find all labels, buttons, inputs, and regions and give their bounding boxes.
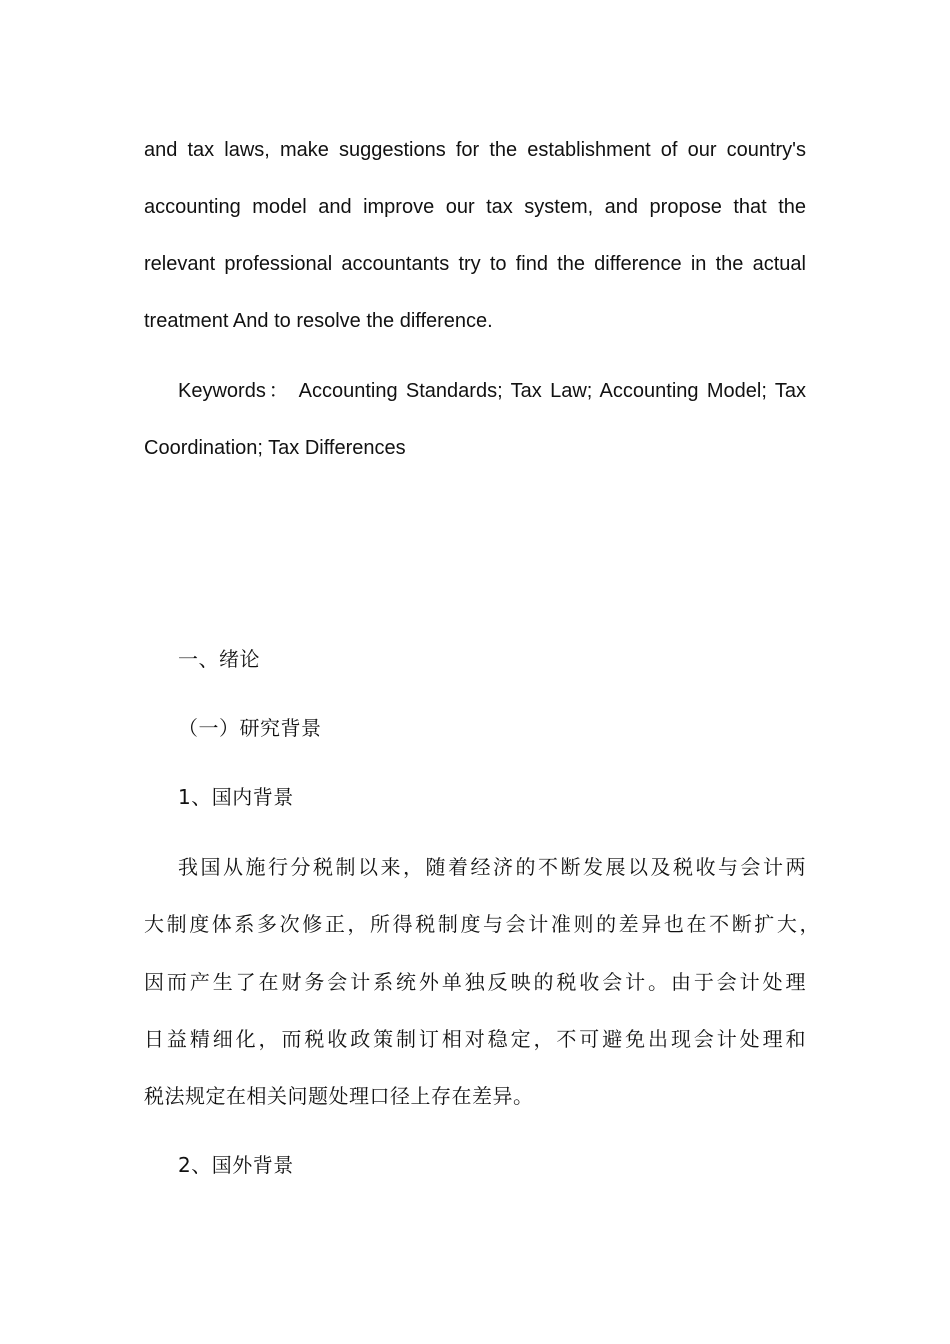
abstract-line-2: accounting model and improve our tax system, and propose that the bbox=[144, 196, 806, 218]
paragraph-line-2: 大制度体系多次修正，所得税制度与会计准则的差异也在不断扩大， bbox=[144, 912, 820, 936]
section-subheading: （一）研究背景 bbox=[178, 716, 322, 740]
keywords-line-1: Keywords： Accounting Standards; Tax Law; Accounting Model; Tax bbox=[178, 380, 806, 402]
abstract-line-3: relevant professional accountants try to find the difference in the actual bbox=[144, 253, 806, 275]
item-1-title: 1、国内背景 bbox=[178, 785, 294, 809]
paragraph-line-4: 日益精细化，而税收政策制订相对稳定，不可避免出现会计处理和 bbox=[144, 1027, 806, 1051]
abstract-line-4: treatment And to resolve the difference. bbox=[144, 310, 493, 332]
section-heading: 一、绪论 bbox=[178, 647, 260, 671]
paragraph-line-5: 税法规定在相关问题处理口径上存在差异。 bbox=[144, 1084, 534, 1108]
paragraph-line-3: 因而产生了在财务会计系统外单独反映的税收会计。由于会计处理 bbox=[144, 970, 806, 994]
item-2-title: 2、国外背景 bbox=[178, 1153, 294, 1177]
keywords-line-2: Coordination; Tax Differences bbox=[144, 437, 406, 459]
abstract-line-1: and tax laws, make suggestions for the establishment of our country's bbox=[144, 139, 806, 161]
paragraph-line-1: 我国从施行分税制以来，随着经济的不断发展以及税收与会计两 bbox=[178, 855, 806, 879]
